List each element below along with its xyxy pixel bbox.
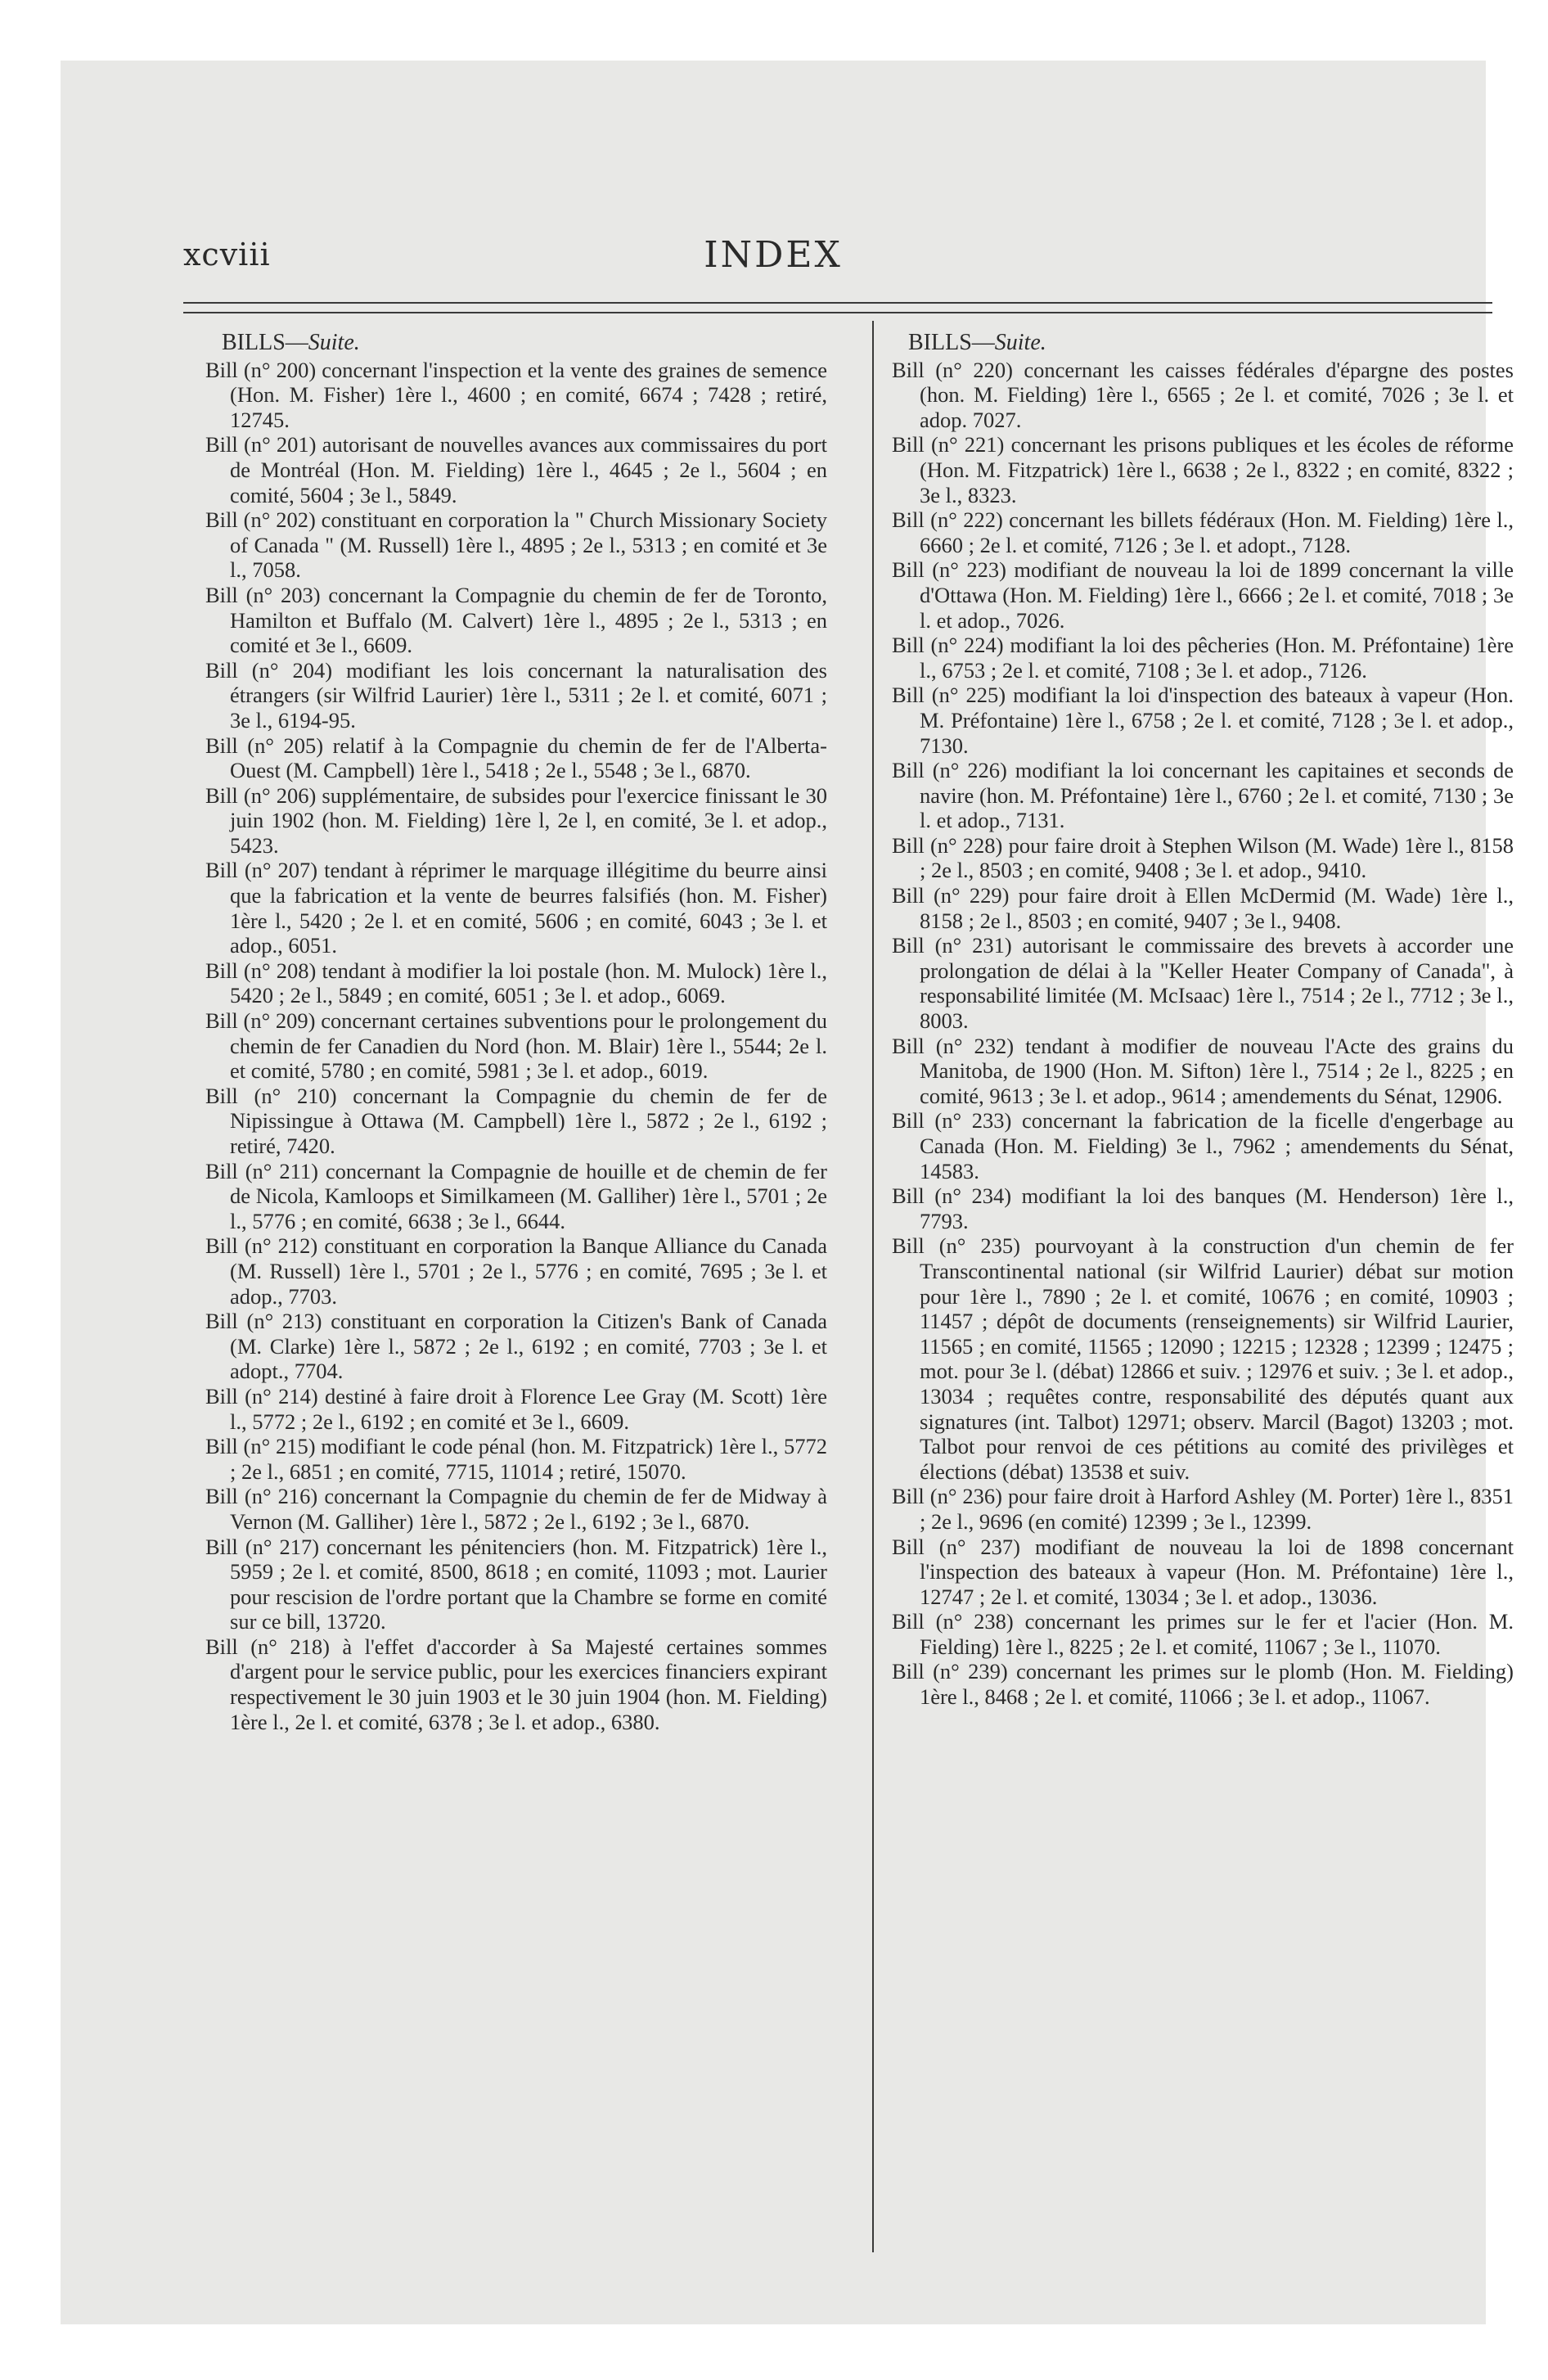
index-entry: Bill (n° 217) concernant les pénitenciers (hon. M. Fitzpatrick) 1ère l., 5959 ; 2e l. et comité, 8500, 8618 ; en comité, 11093 ; mot. Laurier pour rescision de l'ordre portant que la Chambre se forme en comité sur ce bill, 13720. — [205, 1534, 827, 1634]
header-rule-top — [183, 302, 1492, 304]
left-column — [205, 331, 827, 1734]
index-entry: Bill (n° 225) modifiant la loi d'inspection des bateaux à vapeur (Hon. M. Préfontaine) 1ère l., 6758 ; 2e l. et comité, 7128 ; 3e l. et adop., 7130. — [892, 683, 1514, 758]
index-entry: Bill (n° 202) constituant en corporation la " Church Missionary Society of Canada " (M. Russell) 1ère l., 4895 ; 2e l., 5313 ; en comité et 3e l., 7058. — [205, 507, 827, 583]
index-entry: Bill (n° 226) modifiant la loi concernant les capitaines et seconds de navire (hon. M. Préfontaine) 1ère l., 6760 ; 2e l. et comité, 7130 ; 3e l. et adop., 7131. — [892, 758, 1514, 833]
index-entry: Bill (n° 206) supplémentaire, de subsides pour l'exercice finissant le 30 juin 1902 (hon. M. Fielding) 1ère l, 2e l, en comité, 3e l. et adop., 5423. — [205, 782, 827, 858]
index-entry: Bill (n° 213) constituant en corporation la Citizen's Bank of Canada (M. Clarke) 1ère l., 5872 ; 2e l., 6192 ; en comité, 7703 ; 3e l. et adopt., 7704. — [205, 1309, 827, 1384]
index-entry: Bill (n° 209) concernant certaines subventions pour le prolongement du chemin de fer Canadien du Nord (hon. M. Blair) 1ère l., 5544; 2e l. et comité, 5780 ; en comité, 5981 ; 3e l. et adop., 6019. — [205, 1008, 827, 1084]
index-entry: Bill (n° 207) tendant à réprimer le marquage illégitime du beurre ainsi que la fabrication et la vente de beurres falsifiés (hon. M. Fisher) 1ère l., 5420 ; 2e l. et en comité, 5606 ; en comité, 6043 ; 3e l. et adop., 6051. — [205, 858, 827, 958]
index-entry: Bill (n° 231) autorisant le commissaire des brevets à accorder une prolongation de délai à la "Keller Heater Company of Canada", à responsabilité limitée (M. McIsaac) 1ère l., 7514 ; 2e l., 7712 ; 3e l., 8003. — [892, 933, 1514, 1034]
index-entry: Bill (n° 201) autorisant de nouvelles avances aux commissaires du port de Montréal (Hon. M. Fielding) 1ère l., 4645 ; 2e l., 5604 ; en comité, 5604 ; 3e l., 5849. — [205, 432, 827, 507]
heading-suffix: Suite. — [308, 330, 360, 355]
index-entry: Bill (n° 200) concernant l'inspection et la vente des graines de semence (Hon. M. Fisher) 1ère l., 4600 ; en comité, 6674 ; 7428 ; retiré, 12745. — [205, 357, 827, 432]
index-entry: Bill (n° 215) modifiant le code pénal (hon. M. Fitzpatrick) 1ère l., 5772 ; 2e l., 6851 ; en comité, 7715, 11014 ; retiré, 15070. — [205, 1434, 827, 1484]
index-entry: Bill (n° 208) tendant à modifier la loi postale (hon. M. Mulock) 1ère l., 5420 ; 2e l., 5849 ; en comité, 6051 ; 3e l. et adop., 6069. — [205, 958, 827, 1008]
column-divider — [872, 321, 874, 2252]
index-entry: Bill (n° 224) modifiant la loi des pêcheries (Hon. M. Préfontaine) 1ère l., 6753 ; 2e l. et comité, 7108 ; 3e l. et adop., 7126. — [892, 633, 1514, 683]
index-entry: Bill (n° 212) constituant en corporation la Banque Alliance du Canada (M. Russell) 1ère l., 5701 ; 2e l., 5776 ; en comité, 7695 ; 3e l. et adop., 7703. — [205, 1233, 827, 1309]
index-entry: Bill (n° 204) modifiant les lois concernant la naturalisation des étrangers (sir Wilfrid Laurier) 1ère l., 5311 ; 2e l. et comité, 6071 ; 3e l., 6194-95. — [205, 657, 827, 732]
index-entry: Bill (n° 216) concernant la Compagnie du chemin de fer de Midway à Vernon (M. Galliher) 1ère l., 5872 ; 2e l., 6192 ; 3e l., 6870. — [205, 1484, 827, 1534]
index-entry: Bill (n° 232) tendant à modifier de nouveau l'Acte des grains du Manitoba, de 1900 (Hon. M. Sifton) 1ère l., 7514 ; 2e l., 8225 ; en comité, 9613 ; 3e l. et adop., 9614 ; amendements du Sénat, 12906. — [892, 1033, 1514, 1108]
index-entry: Bill (n° 203) concernant la Compagnie du chemin de fer de Toronto, Hamilton et Buffalo (M. Calvert) 1ère l., 4895 ; 2e l., 5313 ; en comité et 3e l., 6609. — [205, 582, 827, 658]
index-entry: Bill (n° 228) pour faire droit à Stephen Wilson (M. Wade) 1ère l., 8158 ; 2e l., 8503 ; en comité, 9408 ; 3e l. et adop., 9410. — [892, 832, 1514, 883]
page — [61, 61, 1514, 2324]
header-rule-bottom — [183, 312, 1492, 313]
page-number: xcviii — [183, 237, 271, 273]
index-entry: Bill (n° 234) modifiant la loi des banques (M. Henderson) 1ère l., 7793. — [892, 1183, 1514, 1233]
index-entry: Bill (n° 238) concernant les primes sur le fer et l'acier (Hon. M. Fielding) 1ère l., 8225 ; 2e l. et comité, 11067 ; 3e l., 11070. — [892, 1609, 1514, 1659]
heading-suffix: Suite. — [994, 330, 1046, 355]
section-heading: BILLS—Suite. — [908, 330, 1046, 355]
index-entry: Bill (n° 235) pourvoyant à la construction d'un chemin de fer Transcontinental national (sir Wilfrid Laurier) débat sur motion pour 1ère l., 7890 ; 2e l. et comité, 10676 ; en comité, 10903 ; 11457 ; dépôt de documents (renseignements) sir Wilfrid Laurier, 11565 ; en comité, 11565 ; 12090 ; 12215 ; 12328 ; 12399 ; 12475 ; mot. pour 3e l. (débat) 12866 et suiv. ; 12976 et suiv. ; 3e l. et adop., 13034 ; requêtes contre, responsabilité des députés quant aux signatures (int. Talbot) 12971; observ. Marcil (Bagot) 13203 ; mot. Talbot pour renvoi de ces pétitions au comité des privilèges et élections (débat) 13538 et suiv. — [892, 1233, 1514, 1484]
page-title: INDEX — [704, 234, 843, 276]
index-entry: Bill (n° 221) concernant les prisons publiques et les écoles de réforme (Hon. M. Fitzpatrick) 1ère l., 6638 ; 2e l., 8322 ; en comité, 8322 ; 3e l., 8323. — [892, 432, 1514, 507]
index-entry: Bill (n° 237) modifiant de nouveau la loi de 1898 concernant l'inspection des bateaux à vapeur (Hon. M. Préfontaine) 1ère l., 12747 ; 2e l. et comité, 13034 ; 3e l. et adop., 13036. — [892, 1534, 1514, 1609]
index-entry: Bill (n° 233) concernant la fabrication de la ficelle d'engerbage au Canada (Hon. M. Fielding) 3e l., 7962 ; amendements du Sénat, 14583. — [892, 1108, 1514, 1183]
index-entry: Bill (n° 236) pour faire droit à Harford Ashley (M. Porter) 1ère l., 8351 ; 2e l., 9696 (en comité) 12399 ; 3e l., 12399. — [892, 1484, 1514, 1534]
index-entry: Bill (n° 205) relatif à la Compagnie du chemin de fer de l'Alberta-Ouest (M. Campbell) 1ère l., 5418 ; 2e l., 5548 ; 3e l., 6870. — [205, 732, 827, 783]
section-heading: BILLS—Suite. — [222, 330, 360, 355]
index-entry: Bill (n° 214) destiné à faire droit à Florence Lee Gray (M. Scott) 1ère l., 5772 ; 2e l., 6192 ; en comité et 3e l., 6609. — [205, 1383, 827, 1434]
right-column — [892, 331, 1514, 1710]
index-entry: Bill (n° 220) concernant les caisses fédérales d'épargne des postes (hon. M. Fielding) 1ère l., 6565 ; 2e l. et comité, 7026 ; 3e l. et adop. 7027. — [892, 357, 1514, 432]
index-entry: Bill (n° 211) concernant la Compagnie de houille et de chemin de fer de Nicola, Kamloops et Similkameen (M. Galliher) 1ère l., 5701 ; 2e l., 5776 ; en comité, 6638 ; 3e l., 6644. — [205, 1158, 827, 1233]
index-entry: Bill (n° 239) concernant les primes sur le plomb (Hon. M. Fielding) 1ère l., 8468 ; 2e l. et comité, 11066 ; 3e l. et adop., 11067. — [892, 1659, 1514, 1710]
index-entry: Bill (n° 229) pour faire droit à Ellen McDermid (M. Wade) 1ère l., 8158 ; 2e l., 8503 ; en comité, 9407 ; 3e l., 9408. — [892, 883, 1514, 933]
heading-text: BILLS — [908, 330, 972, 355]
heading-text: BILLS — [222, 330, 286, 355]
index-entry: Bill (n° 210) concernant la Compagnie du chemin de fer de Nipissingue à Ottawa (M. Campbell) 1ère l., 5872 ; 2e l., 6192 ; retiré, 7420. — [205, 1083, 827, 1158]
index-entry: Bill (n° 222) concernant les billets fédéraux (Hon. M. Fielding) 1ère l., 6660 ; 2e l. et comité, 7126 ; 3e l. et adopt., 7128. — [892, 507, 1514, 557]
index-entry: Bill (n° 223) modifiant de nouveau la loi de 1899 concernant la ville d'Ottawa (Hon. M. Fielding) 1ère l., 6666 ; 2e l. et comité, 7018 ; 3e l. et adop., 7026. — [892, 557, 1514, 633]
index-entry: Bill (n° 218) à l'effet d'accorder à Sa Majesté certaines sommes d'argent pour le service public, pour les exercices financiers expirant respectivement le 30 juin 1903 et le 30 juin 1904 (hon. M. Fielding) 1ère l., 2e l. et comité, 6378 ; 3e l. et adop., 6380. — [205, 1634, 827, 1734]
